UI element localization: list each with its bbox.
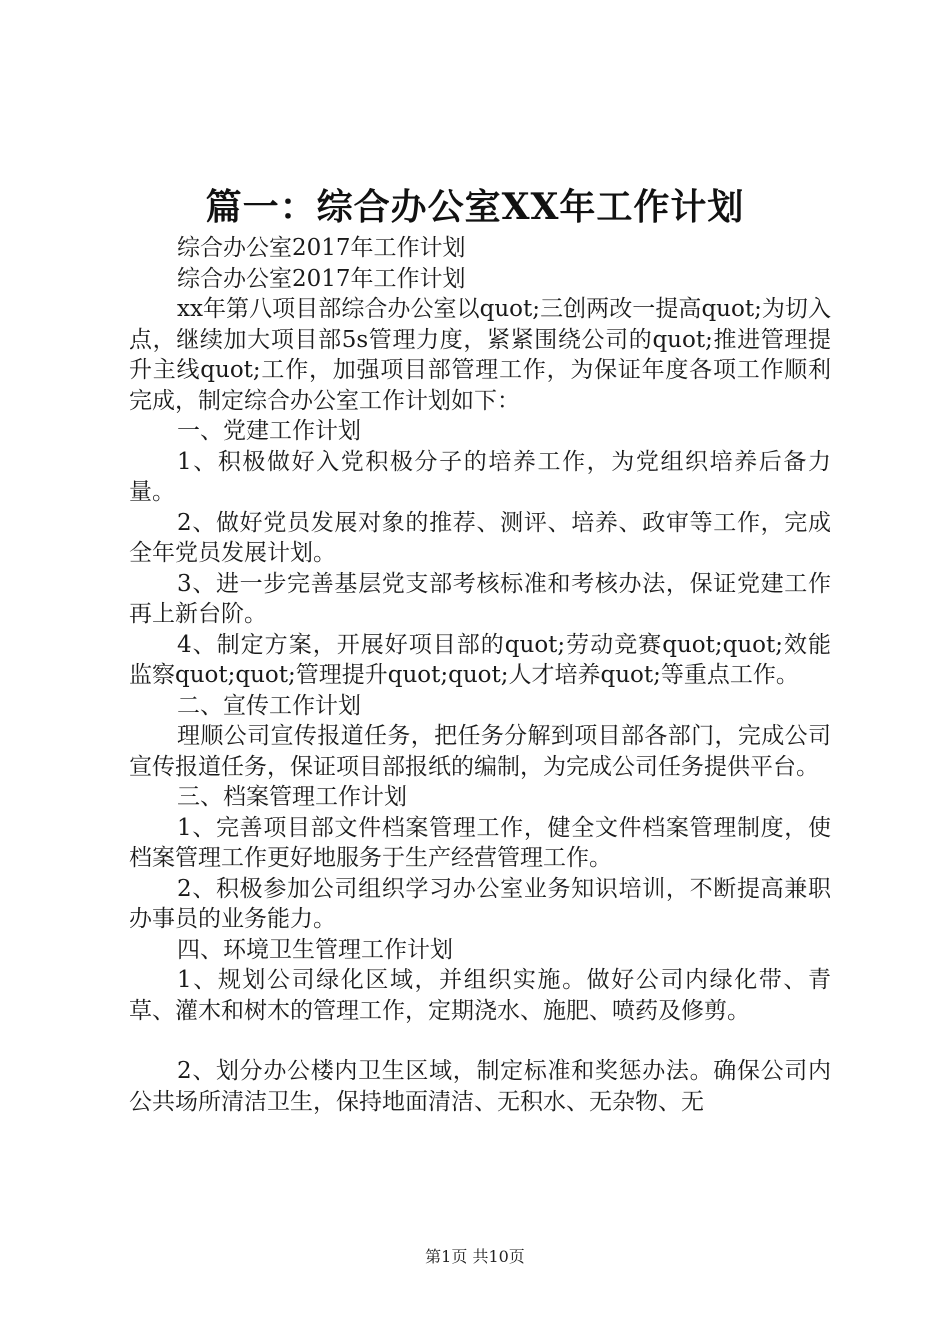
paragraph-intro: xx年第八项目部综合办公室以quot;三创两改一提高quot;为切入点，继续加大项目部5s管理力度，紧紧围绕公司的quot;推进管理提升主线quot;工作，加强项目部管理工作，为保证年度各项工作顺利完成，制定综合办公室工作计划如下：: [129, 296, 831, 414]
paragraph-item: 理顺公司宣传报道任务，把任务分解到项目部各部门，完成公司宣传报道任务，保证项目部报纸的编制，为完成公司任务提供平台。: [129, 723, 831, 780]
document-body: [129, 233, 831, 1117]
paragraph-subtitle-2: 综合办公室2017年工作计划: [177, 265, 466, 292]
section-heading-party-building: 一、党建工作计划: [177, 418, 361, 444]
paragraph-item: 1、完善项目部文件档案管理工作，健全文件档案管理制度，使档案管理工作更好地服务于生产经营管理工作。: [129, 814, 831, 871]
paragraph-item: 1、规划公司绿化区域，并组织实施。做好公司内绿化带、青草、灌木和树木的管理工作，定期浇水、施肥、喷药及修剪。: [129, 967, 831, 1024]
paragraph-item: 1、积极做好入党积极分子的培养工作，为党组织培养后备力量。: [129, 448, 831, 505]
paragraph-item: 2、积极参加公司组织学习办公室业务知识培训，不断提高兼职办事员的业务能力。: [129, 875, 831, 932]
paragraph-item: 2、做好党员发展对象的推荐、测评、培养、政审等工作，完成全年党员发展计划。: [129, 509, 831, 566]
section-heading-archives: 三、档案管理工作计划: [177, 784, 407, 810]
section-heading-publicity: 二、宣传工作计划: [177, 692, 361, 719]
paragraph-item: 4、制定方案，开展好项目部的quot;劳动竞赛quot;quot;效能监察quot;quot;管理提升quot;quot;人才培养quot;等重点工作。: [129, 631, 831, 688]
paragraph-subtitle-1: 综合办公室2017年工作计划: [177, 235, 466, 261]
section-heading-environment: 四、环境卫生管理工作计划: [177, 936, 453, 963]
page-number-footer: 第1页 共10页: [425, 1247, 525, 1266]
paragraph-item: 3、进一步完善基层党支部考核标准和考核办法，保证党建工作再上新台阶。: [129, 570, 831, 627]
paragraph-item: 2、划分办公楼内卫生区域，制定标准和奖惩办法。确保公司内公共场所清洁卫生，保持地面清洁、无积水、无杂物、无: [129, 1058, 831, 1115]
document-title: 篇一：综合办公室XX年工作计划: [205, 186, 745, 228]
